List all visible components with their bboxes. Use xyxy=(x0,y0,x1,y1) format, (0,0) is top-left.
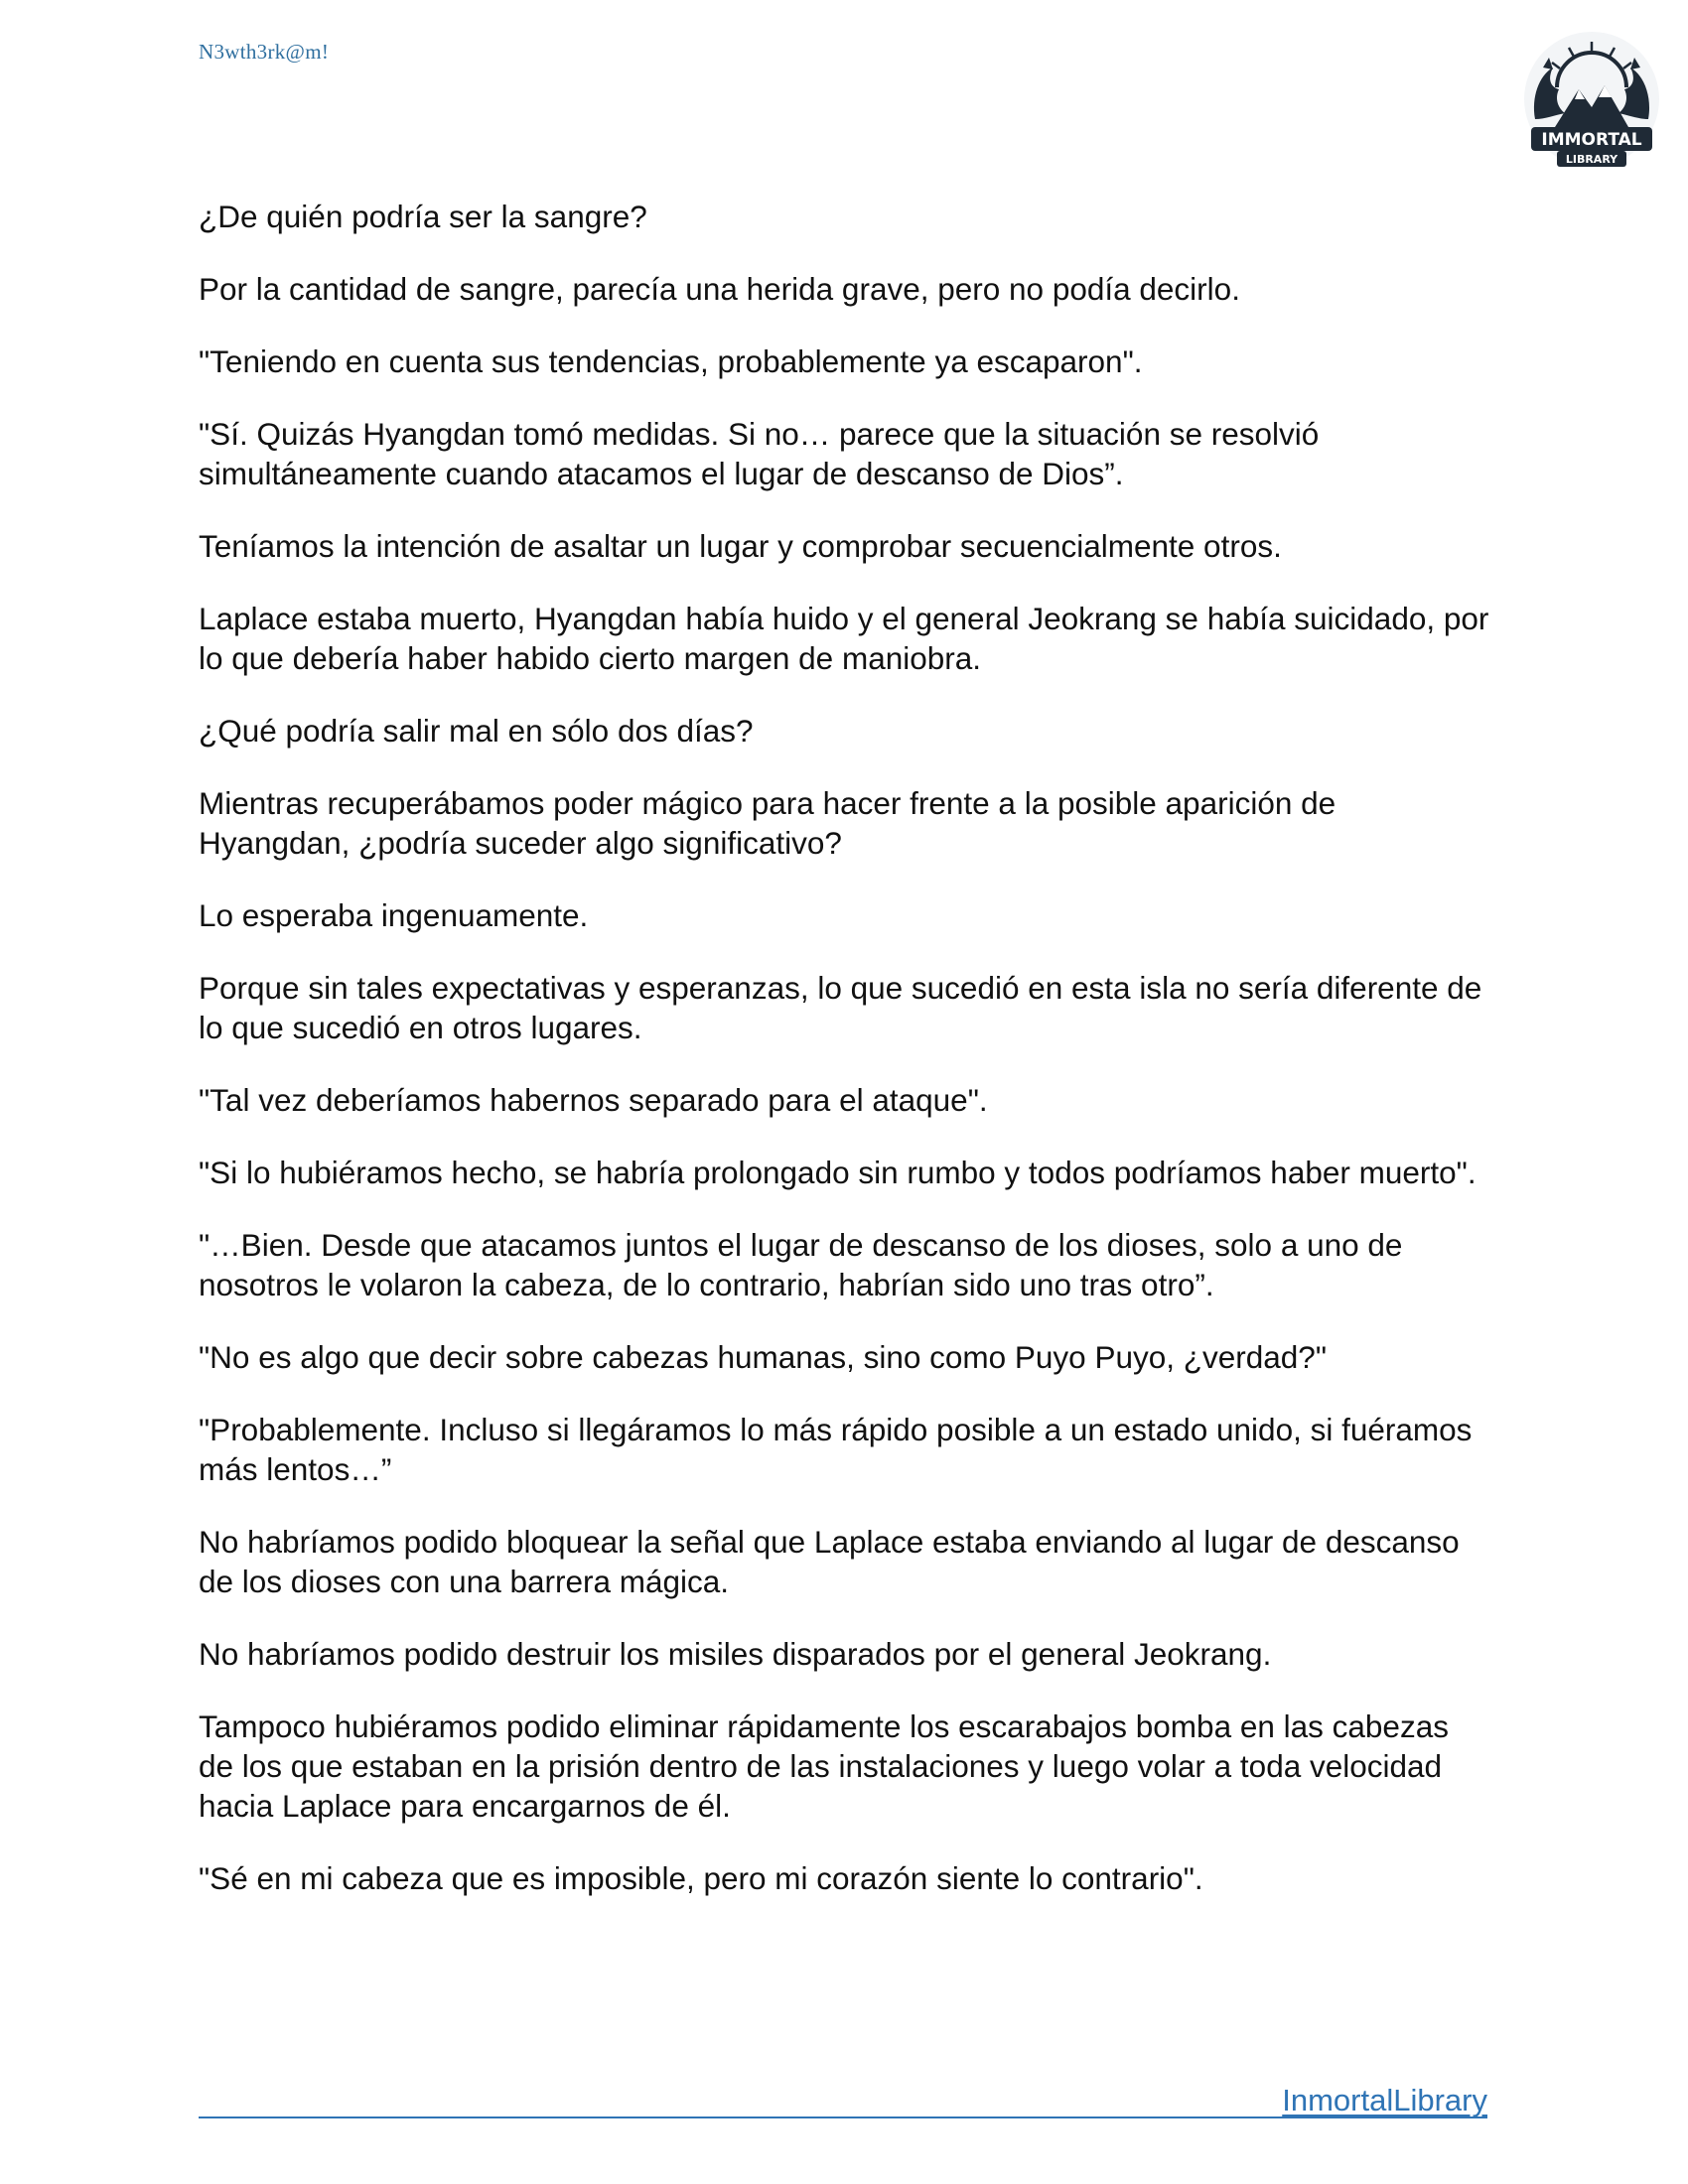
logo-subtitle: LIBRARY xyxy=(1565,153,1618,166)
logo-title: IMMORTAL xyxy=(1541,130,1642,150)
paragraph: "…Bien. Desde que atacamos juntos el lugar de descanso de los dioses, solo a uno de nosotros le volaron la cabeza, de lo contrario, habrían sido uno tras otro”. xyxy=(199,1227,1403,1302)
paragraph: "Sí. Quizás Hyangdan tomó medidas. Si no… parece que la situación se resolvió simultáneamente cuando atacamos el lugar de descanso de Dios”. xyxy=(199,416,1320,491)
paragraph: Laplace estaba muerto, Hyangdan había huido y el general Jeokrang se había suicidado, por lo que debería haber habido cierto margen de maniobra. xyxy=(199,601,1489,676)
paragraph: Por la cantidad de sangre, parecía una herida grave, pero no podía decirlo. xyxy=(199,271,1240,307)
paragraph: "Probablemente. Incluso si llegáramos lo más rápido posible a un estado unido, si fuéramos más lentos…” xyxy=(199,1412,1473,1487)
paragraph: Lo esperaba ingenuamente. xyxy=(199,897,589,933)
paragraph: "Tal vez deberíamos habernos separado para el ataque". xyxy=(199,1082,988,1118)
watermark-text: N3wth3rk@m! xyxy=(199,40,330,64)
paragraph: Porque sin tales expectativas y esperanzas, lo que sucedió en esta isla no sería diferente de lo que sucedió en otros lugares. xyxy=(199,970,1482,1045)
immortal-library-logo xyxy=(1517,28,1666,177)
paragraph: Mientras recuperábamos poder mágico para hacer frente a la posible aparición de Hyangdan, ¿podría suceder algo significativo? xyxy=(199,785,1336,861)
paragraph: No habríamos podido bloquear la señal que Laplace estaba enviando al lugar de descanso de los dioses con una barrera mágica. xyxy=(199,1524,1460,1599)
paragraph: "Sé en mi cabeza que es imposible, pero mi corazón siente lo contrario". xyxy=(199,1860,1203,1896)
paragraph: ¿Qué podría salir mal en sólo dos días? xyxy=(199,713,754,749)
footer-library-link[interactable]: InmortalLibrary xyxy=(1282,2083,1487,2117)
paragraph: Tampoco hubiéramos podido eliminar rápidamente los escarabajos bomba en las cabezas de los que estaban en la prisión dentro de las instalaciones y luego volar a toda velocidad hacia Laplace para encargarnos de él. xyxy=(199,1708,1449,1824)
paragraph: "Si lo hubiéramos hecho, se habría prolongado sin rumbo y todos podríamos haber muerto". xyxy=(199,1155,1477,1190)
paragraph: No habríamos podido destruir los misiles disparados por el general Jeokrang. xyxy=(199,1636,1272,1672)
paragraph: "No es algo que decir sobre cabezas humanas, sino como Puyo Puyo, ¿verdad?" xyxy=(199,1339,1327,1375)
paragraph: ¿De quién podría ser la sangre? xyxy=(199,199,647,234)
paragraph: "Teniendo en cuenta sus tendencias, probablemente ya escaparon". xyxy=(199,343,1143,379)
dragon-mountain-logo-icon xyxy=(1517,28,1666,177)
chapter-body xyxy=(199,197,1489,1931)
paragraph: Teníamos la intención de asaltar un lugar y comprobar secuencialmente otros. xyxy=(199,528,1282,564)
